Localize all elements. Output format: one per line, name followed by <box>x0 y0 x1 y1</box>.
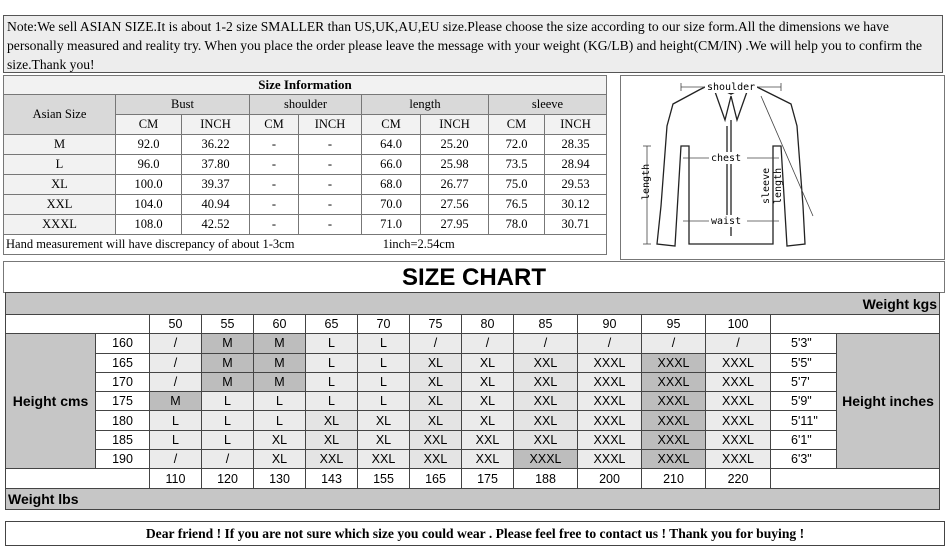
size-cell: M <box>150 392 202 411</box>
size-cell: XL <box>410 353 462 372</box>
measurement-cell: 26.77 <box>421 175 489 195</box>
inch-conversion: 1inch=2.54cm <box>382 237 455 251</box>
size-cell: XXXL <box>578 353 642 372</box>
size-cell: XL <box>462 372 514 391</box>
size-name-cell: L <box>4 155 116 175</box>
size-cell: XL <box>358 411 410 430</box>
size-cell: L <box>202 411 254 430</box>
measurement-cell: - <box>250 195 299 215</box>
size-cell: XL <box>254 430 306 449</box>
size-cell: / <box>578 334 642 353</box>
size-cell: XXXL <box>706 353 771 372</box>
height-inch-cell: 5'3" <box>771 334 837 353</box>
weight-kg-cell: 70 <box>358 315 410 334</box>
height-cm-cell: 175 <box>96 392 150 411</box>
size-row <box>4 175 607 195</box>
measurement-cell: 100.0 <box>116 175 182 195</box>
sleeve-header: sleeve <box>489 95 607 115</box>
height-row <box>6 411 940 430</box>
size-cell: XXL <box>306 450 358 469</box>
measurement-cell: 76.5 <box>489 195 545 215</box>
height-inch-cell: 5'5" <box>771 353 837 372</box>
height-cm-cell: 180 <box>96 411 150 430</box>
weight-lbs-cell: 155 <box>358 469 410 488</box>
size-cell: XXXL <box>642 372 706 391</box>
size-note: Note:We sell ASIAN SIZE.It is about 1-2 size SMALLER than US,UK,AU,EU size.Please choose the size according to our size form.All the dimensions we have personally measured and reality try. When you place the order please leave the message with your weight (KG/LB) and height(CM/IN) .We will help you to confirm the size.Thank you! <box>3 15 943 73</box>
measurement-cell: - <box>250 135 299 155</box>
size-cell: / <box>642 334 706 353</box>
size-cell: XXXL <box>706 372 771 391</box>
size-cell: XXL <box>410 450 462 469</box>
unit-header: CM <box>489 115 545 135</box>
measurement-cell: 37.80 <box>182 155 250 175</box>
size-cell: XL <box>410 392 462 411</box>
sleeve-label: sleeve <box>761 167 772 204</box>
size-cell: L <box>254 392 306 411</box>
size-cell: XXL <box>358 450 410 469</box>
weight-lbs-cell: 210 <box>642 469 706 488</box>
shirt-illustration <box>621 76 944 259</box>
size-cell: XXL <box>514 411 578 430</box>
size-cell: XXXL <box>642 430 706 449</box>
height-cms-label: Height cms <box>6 334 96 469</box>
measurement-cell: 72.0 <box>489 135 545 155</box>
measurement-cell: 73.5 <box>489 155 545 175</box>
weight-kg-cell: 55 <box>202 315 254 334</box>
bust-header: Bust <box>116 95 250 115</box>
size-row <box>4 135 607 155</box>
size-cell: XL <box>306 411 358 430</box>
size-cell: XXXL <box>706 430 771 449</box>
unit-header: CM <box>250 115 299 135</box>
measurement-cell: 108.0 <box>116 215 182 235</box>
height-cm-cell: 165 <box>96 353 150 372</box>
size-cell: XXXL <box>578 411 642 430</box>
weight-lbs-cell: 200 <box>578 469 642 488</box>
size-cell: XXL <box>514 430 578 449</box>
height-inch-cell: 5'7' <box>771 372 837 391</box>
discrepancy-note: Hand measurement will have discrepancy of about 1-3cm <box>6 237 295 251</box>
size-name-cell: XXL <box>4 195 116 215</box>
weight-kg-cell: 80 <box>462 315 514 334</box>
size-cell: XXXL <box>642 392 706 411</box>
contact-message: Dear friend ! If you are not sure which size you could wear . Please feel free to contact us ! Thank you for buying ! <box>5 521 945 546</box>
size-cell: XL <box>254 450 306 469</box>
size-cell: XXXL <box>578 392 642 411</box>
measurement-cell: 39.37 <box>182 175 250 195</box>
size-cell: L <box>150 430 202 449</box>
measurement-cell: 71.0 <box>362 215 421 235</box>
measurement-cell: 25.20 <box>421 135 489 155</box>
size-cell: / <box>706 334 771 353</box>
height-row <box>6 334 940 353</box>
size-cell: L <box>358 353 410 372</box>
measurement-cell: 28.94 <box>545 155 607 175</box>
measurement-cell: 78.0 <box>489 215 545 235</box>
size-cell: XL <box>410 372 462 391</box>
measurement-cell: 96.0 <box>116 155 182 175</box>
weight-lbs-cell: 120 <box>202 469 254 488</box>
size-cell: XL <box>462 411 514 430</box>
size-chart-title: SIZE CHART <box>3 261 945 293</box>
size-cell: L <box>254 411 306 430</box>
height-inch-cell: 5'9" <box>771 392 837 411</box>
shoulder-header: shoulder <box>250 95 362 115</box>
measurement-cell: 104.0 <box>116 195 182 215</box>
measurement-cell: 40.94 <box>182 195 250 215</box>
height-inch-cell: 5'11" <box>771 411 837 430</box>
measurement-cell: 29.53 <box>545 175 607 195</box>
measurement-cell: 36.22 <box>182 135 250 155</box>
height-cm-cell: 170 <box>96 372 150 391</box>
measurement-cell: - <box>250 155 299 175</box>
measurement-cell: 27.56 <box>421 195 489 215</box>
size-chart-table <box>5 292 940 510</box>
shoulder-label: shoulder <box>707 82 756 93</box>
size-cell: XXXL <box>706 392 771 411</box>
size-cell: M <box>202 372 254 391</box>
weight-lbs-cell: 130 <box>254 469 306 488</box>
height-cm-cell: 185 <box>96 430 150 449</box>
size-cell: / <box>410 334 462 353</box>
unit-header: INCH <box>421 115 489 135</box>
size-name-cell: XL <box>4 175 116 195</box>
size-cell: XXL <box>462 430 514 449</box>
unit-header: INCH <box>299 115 362 135</box>
size-cell: M <box>202 334 254 353</box>
weight-kgs-header: Weight kgs <box>6 293 940 315</box>
height-row <box>6 372 940 391</box>
measurement-cell: 70.0 <box>362 195 421 215</box>
measurement-cell: 68.0 <box>362 175 421 195</box>
weight-lbs-cell: 175 <box>462 469 514 488</box>
size-cell: XXL <box>410 430 462 449</box>
weight-lbs-cell: 188 <box>514 469 578 488</box>
weight-lbs-cell: 165 <box>410 469 462 488</box>
measurement-cell: 75.0 <box>489 175 545 195</box>
size-cell: / <box>150 334 202 353</box>
height-cm-cell: 190 <box>96 450 150 469</box>
size-cell: XXXL <box>514 450 578 469</box>
measurement-cell: 25.98 <box>421 155 489 175</box>
size-cell: L <box>306 353 358 372</box>
unit-header: CM <box>116 115 182 135</box>
asian-size-header: Asian Size <box>4 95 116 135</box>
size-cell: L <box>202 430 254 449</box>
size-cell: XXXL <box>706 450 771 469</box>
size-information-title: Size Information <box>4 76 607 95</box>
measurement-cell: - <box>299 215 362 235</box>
sleeve-length-label: length <box>773 167 784 204</box>
height-inches-label: Height inches <box>837 334 940 469</box>
size-cell: M <box>202 353 254 372</box>
measurement-cell: 27.95 <box>421 215 489 235</box>
measurement-cell: 30.71 <box>545 215 607 235</box>
unit-header: INCH <box>182 115 250 135</box>
measurement-cell: - <box>299 155 362 175</box>
size-cell: / <box>150 353 202 372</box>
size-cell: XXXL <box>642 450 706 469</box>
size-name-cell: M <box>4 135 116 155</box>
size-cell: XL <box>410 411 462 430</box>
corner-cell <box>6 315 150 334</box>
height-row <box>6 353 940 372</box>
weight-kg-cell: 95 <box>642 315 706 334</box>
measurement-cell: 42.52 <box>182 215 250 235</box>
size-cell: XL <box>358 430 410 449</box>
size-cell: XL <box>306 430 358 449</box>
weight-kg-cell: 100 <box>706 315 771 334</box>
length-header: length <box>362 95 489 115</box>
weight-kg-cell: 85 <box>514 315 578 334</box>
corner-cell <box>6 469 150 488</box>
size-row <box>4 215 607 235</box>
size-cell: XXXL <box>706 411 771 430</box>
measurement-cell: 28.35 <box>545 135 607 155</box>
measurement-cell: - <box>250 215 299 235</box>
height-row <box>6 450 940 469</box>
length-label: length <box>641 163 652 200</box>
measurement-cell: 30.12 <box>545 195 607 215</box>
size-cell: XL <box>462 392 514 411</box>
unit-header: INCH <box>545 115 607 135</box>
size-cell: / <box>202 450 254 469</box>
size-row <box>4 155 607 175</box>
weight-kg-cell: 90 <box>578 315 642 334</box>
size-cell: M <box>254 353 306 372</box>
size-cell: / <box>514 334 578 353</box>
size-cell: L <box>306 372 358 391</box>
size-cell: M <box>254 372 306 391</box>
size-cell: XXL <box>514 372 578 391</box>
height-cm-cell: 160 <box>96 334 150 353</box>
size-information-table <box>3 75 607 255</box>
size-cell: L <box>150 411 202 430</box>
size-cell: XL <box>462 353 514 372</box>
measurement-cell: - <box>299 175 362 195</box>
size-cell: / <box>462 334 514 353</box>
height-inch-cell: 6'3" <box>771 450 837 469</box>
size-cell: XXXL <box>642 353 706 372</box>
size-cell: XXXL <box>642 411 706 430</box>
weight-kg-cell: 75 <box>410 315 462 334</box>
measurement-cell: 92.0 <box>116 135 182 155</box>
size-cell: XXXL <box>578 450 642 469</box>
size-cell: L <box>358 334 410 353</box>
size-cell: XXL <box>514 392 578 411</box>
size-cell: XXXL <box>578 430 642 449</box>
height-row <box>6 392 940 411</box>
weight-lbs-cell: 143 <box>306 469 358 488</box>
measurement-cell: - <box>299 135 362 155</box>
size-cell: / <box>150 372 202 391</box>
height-row <box>6 430 940 449</box>
unit-header: CM <box>362 115 421 135</box>
weight-lbs-cell: 220 <box>706 469 771 488</box>
height-inch-cell: 6'1" <box>771 430 837 449</box>
size-cell: L <box>358 392 410 411</box>
corner-cell <box>771 469 940 488</box>
measurement-cell: 64.0 <box>362 135 421 155</box>
chest-label: chest <box>711 153 742 164</box>
measurement-cell: - <box>299 195 362 215</box>
size-cell: XXL <box>514 353 578 372</box>
waist-label: waist <box>711 216 742 227</box>
measurement-cell: - <box>250 175 299 195</box>
weight-kg-cell: 65 <box>306 315 358 334</box>
corner-cell <box>771 315 940 334</box>
measurement-cell: 66.0 <box>362 155 421 175</box>
size-name-cell: XXXL <box>4 215 116 235</box>
size-cell: / <box>150 450 202 469</box>
size-cell: XXL <box>462 450 514 469</box>
size-cell: L <box>306 334 358 353</box>
measurement-footnote <box>4 235 607 255</box>
size-cell: M <box>254 334 306 353</box>
size-cell: L <box>202 392 254 411</box>
weight-lbs-header: Weight lbs <box>6 488 940 509</box>
size-cell: L <box>306 392 358 411</box>
size-row <box>4 195 607 215</box>
shirt-measurement-diagram <box>620 75 945 260</box>
size-cell: XXXL <box>578 372 642 391</box>
weight-kg-cell: 60 <box>254 315 306 334</box>
size-cell: L <box>358 372 410 391</box>
weight-kg-cell: 50 <box>150 315 202 334</box>
weight-lbs-cell: 110 <box>150 469 202 488</box>
